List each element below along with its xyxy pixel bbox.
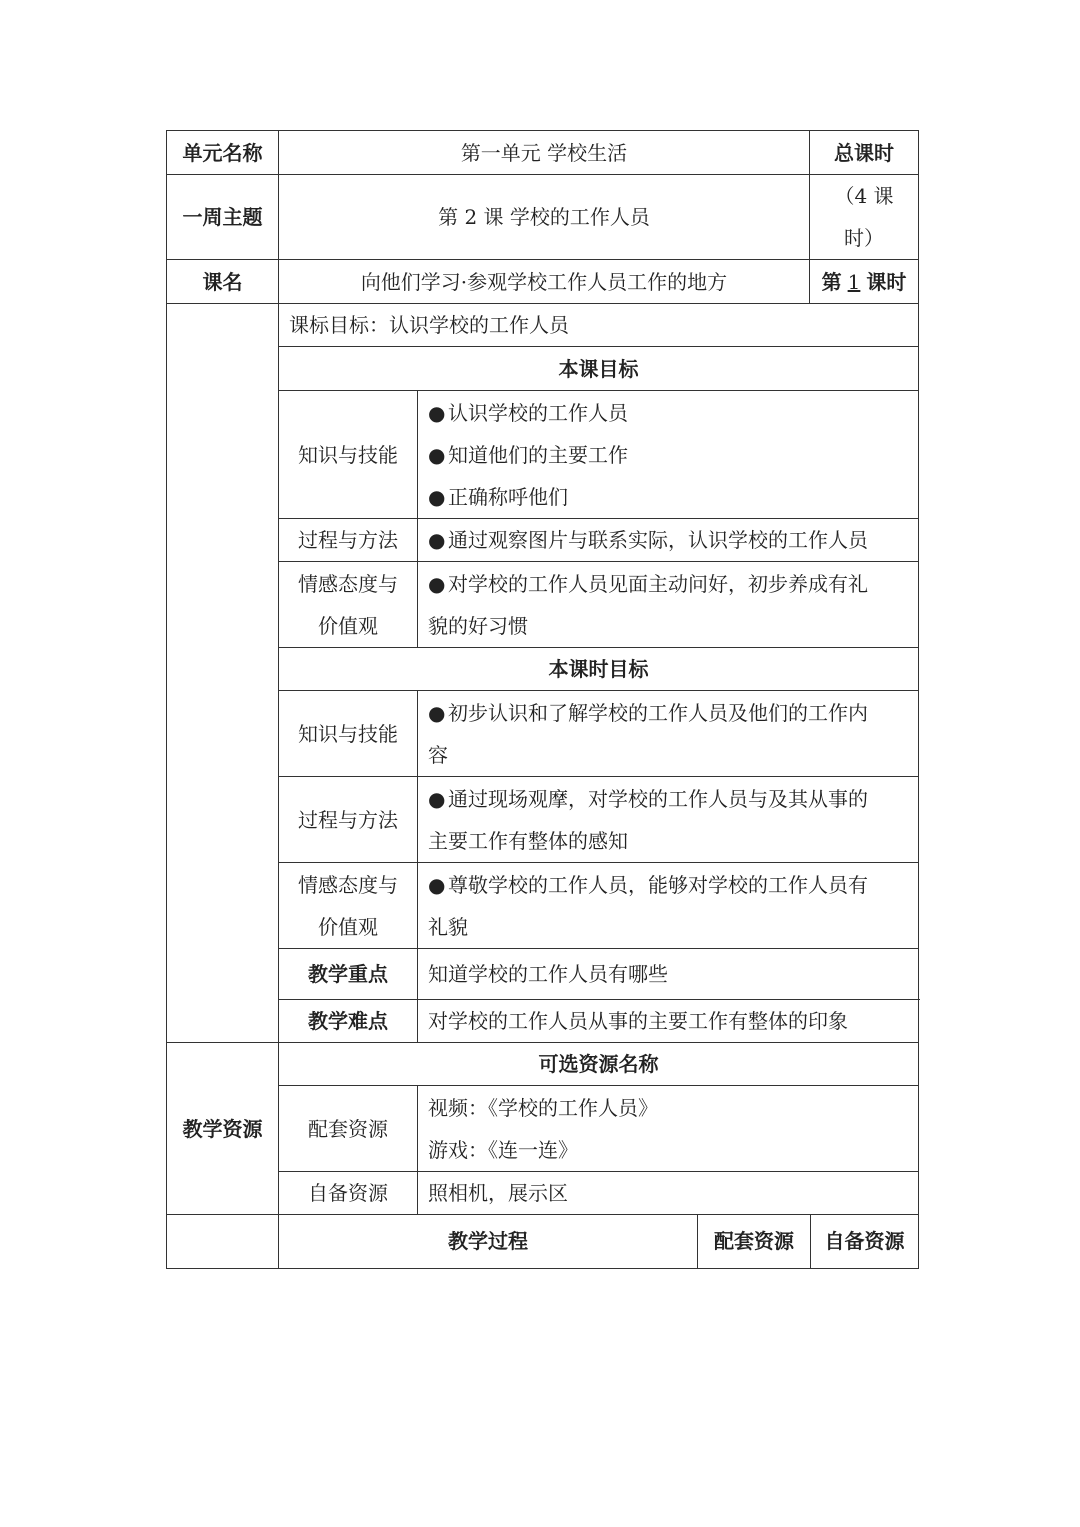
lesson-process-label: 过程与方法	[279, 519, 418, 562]
period-number: 1	[847, 269, 861, 294]
lesson-emotion-row	[167, 562, 919, 648]
bullet-icon: ●	[428, 484, 446, 509]
difficulty-label: 教学难点	[279, 1000, 418, 1043]
key-point-value: 知道学校的工作人员有哪些	[418, 949, 919, 1000]
unit-label: 单元名称	[167, 131, 279, 175]
period-emotion-content: ● 尊敬学校的工作人员，能够对学校的工作人员有 礼貌	[418, 863, 919, 949]
resources-title-row	[167, 1043, 919, 1086]
curriculum-goal-row	[167, 304, 919, 347]
own-resources-row	[167, 1172, 919, 1215]
period-emotion-row	[167, 863, 919, 949]
resources-label: 教学资源	[167, 1043, 279, 1215]
process-matching-header: 配套资源	[698, 1215, 811, 1268]
period-goals-title-row	[167, 648, 919, 691]
period-cell	[810, 260, 919, 304]
own-resources-value: 照相机，展示区	[418, 1172, 919, 1215]
bullet-icon: ●	[428, 571, 446, 596]
key-point-label: 教学重点	[279, 949, 418, 1000]
bullet-icon: ●	[428, 872, 446, 897]
lesson-knowledge-content	[418, 391, 919, 519]
list-item: 视频：《学校的工作人员》	[428, 1095, 658, 1120]
lesson-knowledge-row	[167, 391, 919, 519]
bullet-icon: ●	[428, 700, 446, 725]
week-row	[167, 175, 919, 260]
list-item: ● 通过观察图片与联系实际，认识学校的工作人员	[428, 519, 908, 561]
period-knowledge-label: 知识与技能	[279, 691, 418, 777]
curriculum-goal: 课标目标：认识学校的工作人员	[279, 304, 919, 347]
lesson-label: 课名	[167, 260, 279, 304]
matching-resources-content	[418, 1086, 919, 1172]
bullet-icon: ●	[428, 786, 446, 811]
lesson-emotion-label: 情感态度与 价值观	[279, 562, 418, 648]
lesson-value: 向他们学习·参观学校工作人员工作的地方	[279, 260, 810, 304]
period-process-label: 过程与方法	[279, 777, 418, 863]
list-item: ● 对学校的工作人员见面主动问好，初步养成有礼	[428, 563, 908, 605]
process-own-header: 自备资源	[824, 1229, 905, 1253]
unit-row	[167, 131, 919, 175]
list-item: 游戏：《连一连》	[428, 1137, 578, 1162]
week-value: 第 2 课 学校的工作人员	[279, 175, 810, 260]
lesson-goals-title-row	[167, 347, 919, 391]
period-process-row	[167, 777, 919, 863]
resources-title: 可选资源名称	[279, 1043, 919, 1086]
process-side-cell	[167, 1215, 279, 1269]
period-goals-title: 本课时目标	[279, 648, 919, 691]
list-item: ● 认识学校的工作人员	[428, 392, 908, 434]
bullet-icon: ●	[428, 528, 446, 552]
list-item: ● 通过现场观摩，对学校的工作人员与及其从事的	[428, 778, 908, 820]
lesson-process-row	[167, 519, 919, 562]
matching-resources-label: 配套资源	[279, 1086, 418, 1172]
period-prefix: 第	[821, 269, 842, 294]
bullet-icon: ●	[428, 442, 446, 467]
list-item: ● 尊敬学校的工作人员，能够对学校的工作人员有	[428, 864, 908, 906]
list-item: ● 知道他们的主要工作	[428, 434, 908, 476]
own-resources-label: 自备资源	[279, 1172, 418, 1215]
total-hours-label: 总课时	[810, 131, 919, 175]
period-emotion-label: 情感态度与 价值观	[279, 863, 418, 949]
lesson-row	[167, 260, 919, 304]
process-header	[279, 1215, 919, 1269]
lesson-plan-table	[166, 130, 919, 1269]
bullet-icon: ●	[428, 400, 446, 425]
period-knowledge-content: ● 初步认识和了解学校的工作人员及他们的工作内 容	[418, 691, 919, 777]
week-label: 一周主题	[167, 175, 279, 260]
lesson-emotion-content: ● 对学校的工作人员见面主动问好，初步养成有礼 貌的好习惯	[418, 562, 919, 648]
lesson-process-content	[418, 519, 919, 562]
process-header-row	[167, 1215, 919, 1269]
difficulty-value: 对学校的工作人员从事的主要工作有整体的印象	[418, 1000, 919, 1043]
period-process-content: ● 通过现场观摩，对学校的工作人员与及其从事的 主要工作有整体的感知	[418, 777, 919, 863]
goals-side-cell	[167, 304, 279, 1043]
period-knowledge-row	[167, 691, 919, 777]
period-suffix: 课时	[866, 269, 907, 294]
lesson-goals-title: 本课目标	[279, 347, 919, 391]
key-point-row	[167, 949, 919, 1000]
list-item: ● 正确称呼他们	[428, 476, 908, 518]
lesson-knowledge-label: 知识与技能	[279, 391, 418, 519]
difficulty-row	[167, 1000, 919, 1043]
total-hours-value: （4 课时）	[810, 175, 919, 260]
list-item: ● 初步认识和了解学校的工作人员及他们的工作内	[428, 692, 908, 734]
matching-resources-row	[167, 1086, 919, 1172]
unit-value: 第一单元 学校生活	[279, 131, 810, 175]
process-title: 教学过程	[279, 1215, 698, 1268]
